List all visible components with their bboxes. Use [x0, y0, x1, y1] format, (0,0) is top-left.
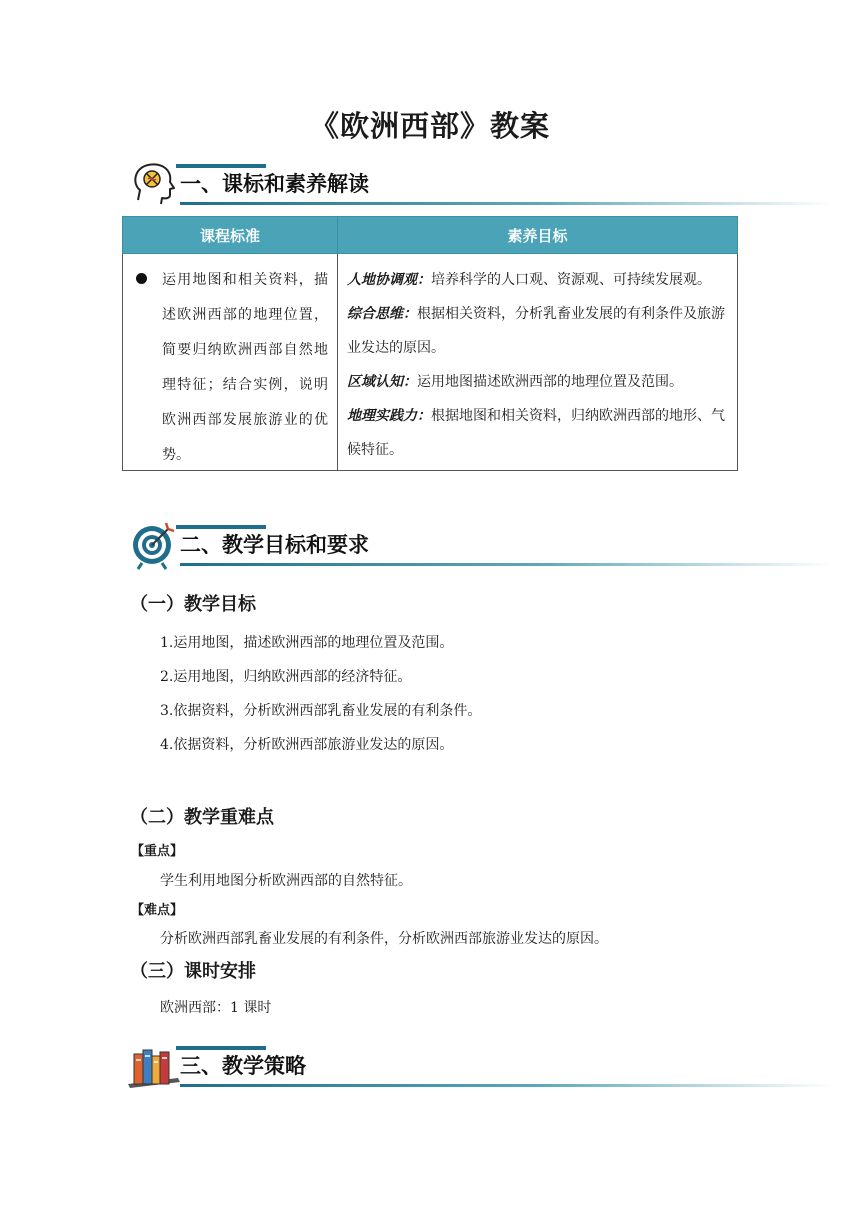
table-header-standard: 课程标准: [123, 217, 338, 254]
section-underline: [180, 202, 833, 205]
subheading-schedule: （三）课时安排: [130, 961, 256, 982]
bullet-icon: [136, 273, 147, 284]
goal-item: 地理实践力：根据地图和相关资料，归纳欧洲西部的地形、气候特征。: [347, 408, 725, 458]
head-brain-icon: [128, 158, 180, 210]
goals-cell: [338, 254, 738, 471]
objective-item: 1.运用地图，描述欧洲西部的地理位置及范围。: [160, 635, 454, 651]
objective-item: 2.运用地图，归纳欧洲西部的经济特征。: [160, 669, 412, 685]
key-label: 【重点】: [131, 844, 184, 859]
subheading-key-points: （二）教学重难点: [130, 807, 274, 828]
goal-item: 人地协调观：培养科学的人口观、资源观、可持续发展观。: [347, 272, 711, 288]
section-underline: [180, 1084, 833, 1087]
section-heading: 二、教学目标和要求: [180, 533, 369, 557]
standards-table: [122, 216, 738, 471]
standard-text: 运用地图和相关资料，描述欧洲西部的地理位置，简要归纳欧洲西部自然地理特征；结合实例，说明欧洲西部发展旅游业的优势。: [162, 272, 328, 463]
target-icon: [128, 519, 180, 571]
section-header-strategy: [128, 1040, 833, 1100]
schedule-text: 欧洲西部：1 课时: [160, 1000, 272, 1016]
goal-item: 综合思维：根据相关资料，分析乳畜业发展的有利条件及旅游业发达的原因。: [347, 306, 725, 356]
page-title: 《欧洲西部》教案: [309, 109, 550, 143]
objective-item: 3.依据资料，分析欧洲西部乳畜业发展的有利条件。: [160, 703, 482, 719]
section-heading: 三、教学策略: [180, 1054, 306, 1078]
section-heading: 一、课标和素养解读: [180, 172, 369, 196]
key-text: 学生利用地图分析欧洲西部的自然特征。: [160, 873, 412, 889]
table-header-goals: 素养目标: [338, 217, 738, 254]
subheading-objectives: （一）教学目标: [130, 594, 256, 615]
books-icon: [128, 1040, 180, 1092]
objective-item: 4.依据资料，分析欧洲西部旅游业发达的原因。: [160, 737, 454, 753]
section-underline: [180, 563, 833, 566]
difficulty-text: 分析欧洲西部乳畜业发展的有利条件，分析欧洲西部旅游业发达的原因。: [160, 931, 608, 947]
standard-cell: [123, 254, 338, 471]
section-header-standards: [128, 158, 833, 218]
goal-item: 区域认知：运用地图描述欧洲西部的地理位置及范围。: [347, 374, 683, 390]
section-header-objectives: [128, 519, 833, 579]
difficulty-label: 【难点】: [131, 903, 184, 918]
